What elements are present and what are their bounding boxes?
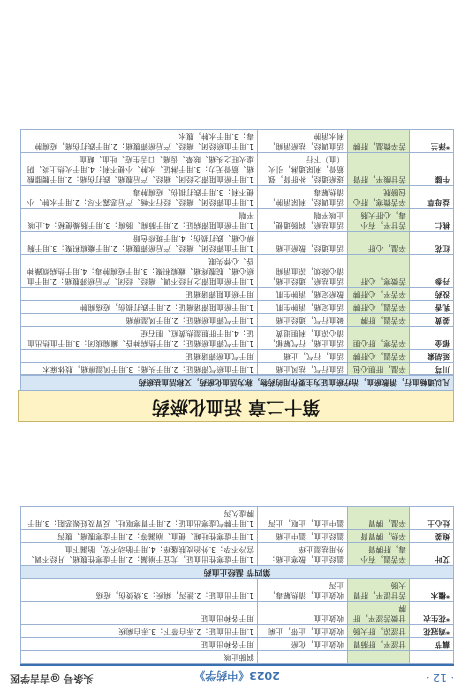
herb-nature: 辛苦温，心肝脾 [348,350,410,363]
herb-name: 藕节 [410,638,454,651]
herb-nature: 辛苦平，心肝脾 [348,288,410,301]
table-row [21,579,454,602]
herb-usage: 1.用于血瘀经闭、痛经、产后瘀滞腹痛；2.用于跌打伤痛，疮痈肿毒；3.用于水肿，腹水 [21,130,258,153]
table-row [21,209,454,232]
herb-usage: 用于瘀血阻滞诸痛证 [21,288,258,301]
herb-usage: 1.用于出血证；2.赤白带下；3.赤白痢疾 [21,625,258,638]
herb-usage: 1.用于瘀血阻滞病证；2.用于肺痈、肠痈；3.用于肠燥便秘；4.止咳平喘 [21,209,258,232]
herb-name: 延胡索 [410,350,454,363]
herb-nature: 辛苦温，心肝脾 [348,301,410,314]
herb-name: *鸡冠花 [410,625,454,638]
table-row [21,651,454,664]
herb-usage: 1.用于虚寒性吐衄、便血、崩漏等；2.用于虚寒腹痛、腹泻 [21,530,258,543]
herb-nature: 甘微苦涩平，肝脾 [348,602,410,625]
herb-nature: 辛苦温，肝脾 [348,314,410,327]
herb-effect: 活血祛瘀，润肠通便，止咳平喘 [258,209,348,232]
table-row [21,638,454,651]
herb-effect: 活血，行气，止痛 [258,350,348,363]
herb-nature: 辛温，肝胆心包 [348,363,410,376]
table-row [21,507,454,530]
table-blood-activating [20,129,454,376]
herb-effect: 活血调经，利尿消肿，清热解毒 [258,186,348,209]
herb-name: 乳香 [410,301,454,314]
table-row [21,363,454,376]
herb-effect: 破血行气，通经止痛 [258,314,348,327]
herb-effect: 活血定痛，消肿生肌 [258,301,348,314]
table-row [21,327,454,350]
table-row [21,153,454,186]
herb-usage: 用于气血瘀滞诸痛证 [21,350,258,363]
herb-effect: 收敛止血，化瘀 [258,638,348,651]
herb-nature: 苦甘涩平，肝胃大肠 [348,579,410,602]
herb-name: 姜黄 [410,314,454,327]
herb-effect: 活血调经，祛瘀消痈，利水消肿 [258,130,348,153]
chapter-title: 第十二章 活血化瘀药 [18,390,454,422]
herb-nature: 苦甘平，有小毒，心肝大肠 [348,209,410,232]
herb-name: 益母草 [410,186,454,209]
herb-usage: 1.用于瘀血阻滞诸痛证；2.用于跌打损伤，疮疡痈肿 [21,301,258,314]
herb-usage: 1.用于气滞血瘀痛证；2.用于风湿痹痛 [21,314,258,327]
watermark: 头条号 @吉吉学医 [10,672,94,683]
herb-usage: 1.用于出血证；2.泄泻，痢疾；3.烧烫伤，疮疡 [21,579,258,602]
herb-name: *花生衣 [410,602,454,625]
herb-effect: 散瘀定痛，消肿生肌 [258,288,348,301]
herb-effect: 活血通经，散瘀止痛 [258,232,348,255]
table-row [21,186,454,209]
table-row [21,130,454,153]
herb-effect: 逐瘀通经，补肝肾，强筋骨，利尿通淋，引火（血）下行 [258,153,348,186]
herb-nature: 辛苦温，有小毒，肝脾肾 [348,543,410,566]
table-row [21,350,454,363]
herb-nature: 甘涩平，肝肺胃 [348,638,410,651]
herb-usage: 1.用于血滞经闭、痛经、经行不畅、产后恶露不尽；2.用于水肿、小便不利；3.用于跌打损伤、疮痈肿毒 [21,186,258,209]
table-row [21,288,454,301]
herb-usage: 1.用于脾气虚寒出血证；2.用于胃寒呕吐、反胃及妊娠恶阻；3.用于脾虚久泻 [21,507,258,530]
table-row [21,255,454,288]
chapter-subtitle: 凡以通畅血行，消散瘀血，治疗瘀血证为主要作用的药物，称为活血化瘀药，又称活血祛瘀药 [20,374,454,391]
herb-usage: 1.用于气滞血瘀痛证；2.用于热病神昏、癫痫痰闭；3.用于血热出血证；4.用于肝胆湿热黄疸、胆石症 [21,327,258,350]
herb-name: 桃仁 [410,209,454,232]
herb-usage: 1.用于瘀血阻滞之月经不调、痛经、经闭、产后瘀滞腹痛；2.用于血瘀心痛、脘腹疼痛、癥瘕积聚；3.用于疮痈肿毒；4.用于热病烦躁神昏、心悸失眠 [21,255,258,288]
table-row [21,314,454,327]
herb-effect: 收敛止血 [258,602,348,625]
herb-nature: 辛温，脾胃 [348,507,410,530]
herb-usage: 1.用于瘀血阻滞之经闭、痛经、产后腹痛、跌打伤痛；2.用于腰膝酸痛、筋骨无力；3.用于淋证、水肿、小便不利；4.用于火热上炎、阴虚火旺之头痛、眩晕、齿痛、口舌生疮、吐血、衄血 [21,153,258,186]
herb-name: 牛膝 [410,153,454,186]
page-number: · 12 · [426,671,454,684]
herb-usage: 用于各种出血证 [21,602,258,625]
herb-effect: 温中止血，止呕，止泻 [258,507,348,530]
herb-effect: 温经止血，温中止痛 [258,530,348,543]
herb-name: 没药 [410,288,454,301]
herb-name: 艾叶 [410,543,454,566]
table-row [21,625,454,638]
herb-nature: 辛温，心肝 [348,232,410,255]
table-row [21,543,454,566]
herb-name: 灶心土 [410,507,454,530]
herb-name: *泽兰 [410,130,454,153]
herb-name: *檵木 [410,579,454,602]
herb-usage: 1.用于血滞经闭、痛经、产后瘀滞腹痛；2.用于癥瘕积聚；3.用于胸痹心痛、跌打损伤；4.用于斑疹色暗 [21,232,258,255]
herb-nature: 辛苦寒，肝心胆 [348,327,410,350]
herb-usage: 1.用于虚寒性出血证，尤宜于崩漏；2.用于虚寒性腹痛、月经不调、宫冷不孕；3.外治皮肤瘙痒；4.用于胎动不安，胎漏下血 [21,543,258,566]
herb-nature: 甘涩凉，肝大肠 [348,625,410,638]
herb-name: 红花 [410,232,454,255]
herb-nature [348,651,410,664]
herb-name: 丹参 [410,255,454,288]
herb-name: 炮姜 [410,530,454,543]
herb-name: 川芎 [410,363,454,376]
herb-effect: 温经止血，散寒止痛；外用祛湿止痒 [258,543,348,566]
book-title: 2023《中药学》 [194,669,280,682]
herb-name [410,651,454,664]
table-row [21,301,454,314]
herb-name: 郁金 [410,327,454,350]
table-row [21,232,454,255]
table-row [21,530,454,543]
herb-nature: 辛热，脾胃肾 [348,530,410,543]
herb-effect: 活血行气，祛风止痛 [258,363,348,376]
herb-nature: 苦辛微温，肝脾 [348,130,410,153]
herb-effect [258,651,348,664]
herb-usage: 用于各种出血证 [21,638,258,651]
herb-usage: 润肺止咳 [21,651,258,664]
herb-nature: 苦甘酸平，肝肾 [348,153,410,186]
table-row [21,602,454,625]
herb-nature: 辛苦微寒，肝心包膀胱 [348,186,410,209]
herb-effect: 活血祛瘀，通经止痛，清心除烦，凉血消痈 [258,255,348,288]
table-hemostatic-astringent [20,506,454,664]
herb-effect: 收敛止血，清热解毒，止泻 [258,579,348,602]
herb-effect: 活血止痛，行气解郁，清心凉血，利胆退黄 [258,327,348,350]
herb-nature: 苦微寒，心肝 [348,255,410,288]
section-heading-warm: 第四节 温经止血药 [21,566,454,579]
herb-effect: 收敛止血，止带，止痢 [258,625,348,638]
herb-usage: 1.用于血瘀气滞痛证；2.用于头痛；3.用于风湿痹痛，肢体麻木 [21,363,258,376]
